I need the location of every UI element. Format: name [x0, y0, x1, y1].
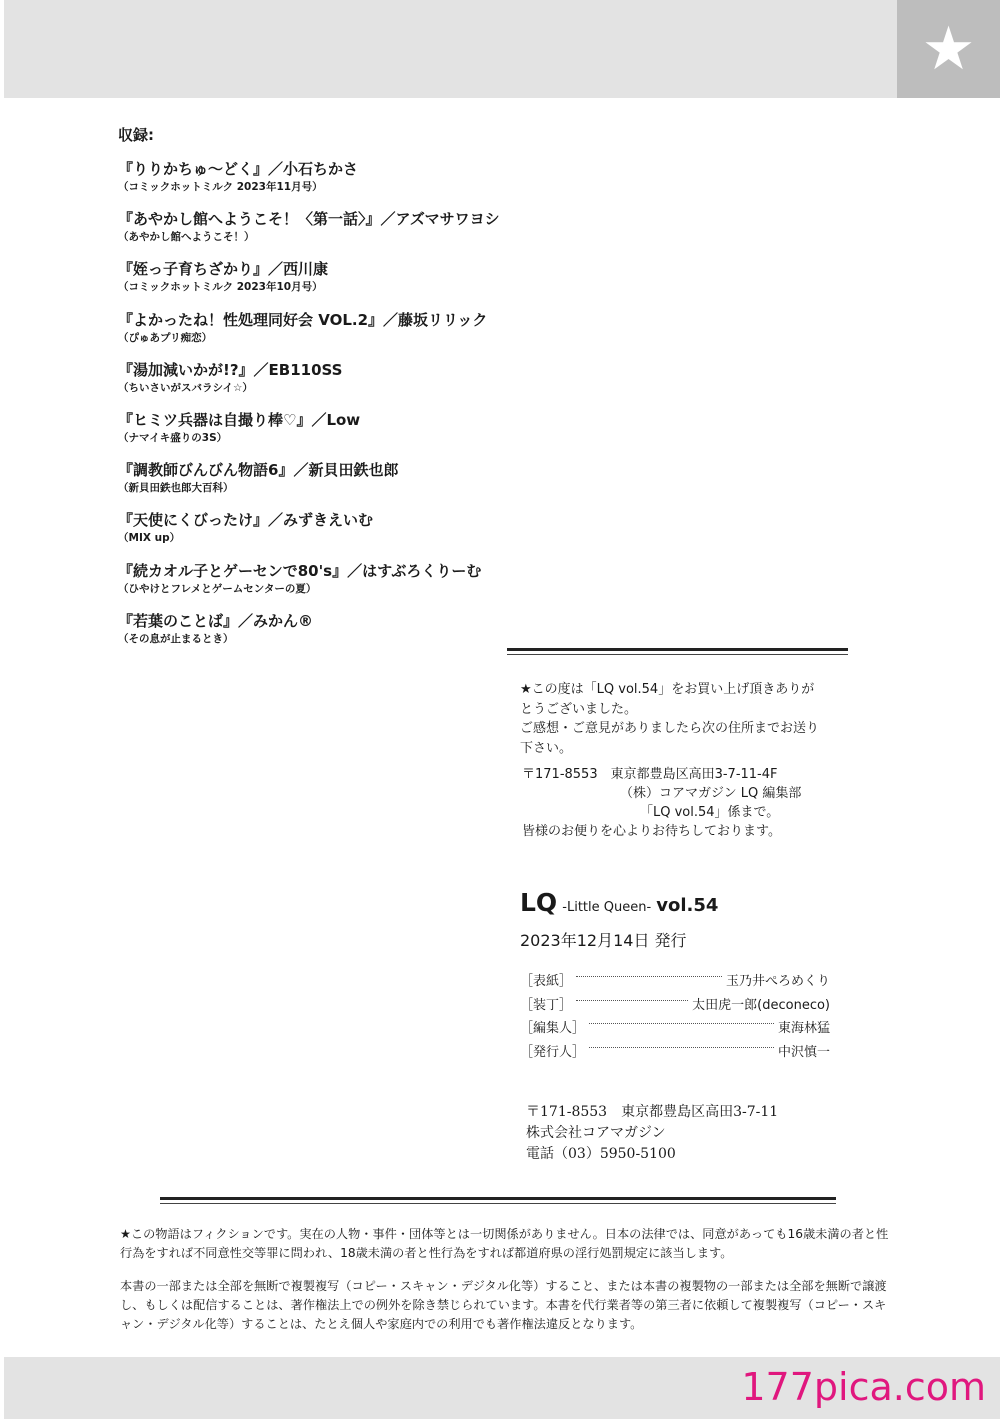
notice-line: とうございました。 [520, 701, 638, 717]
leader-dots [589, 1047, 774, 1048]
contents-list [118, 124, 538, 661]
watermark-text: 177pica.com [741, 1365, 986, 1409]
divider-thin [507, 654, 848, 655]
credit-role: ［編集人］ [520, 1021, 586, 1037]
header-bar [4, 0, 897, 98]
entry-title: 『若葉のことば』／みかん® [118, 611, 314, 630]
entry-source: （コミックホットミルク 2023年11月号） [118, 181, 323, 193]
divider-thick [507, 648, 848, 651]
entry-title: 『調教師びんびん物語6』／新貝田鉄也郎 [118, 461, 399, 480]
publisher-line: 〒171-8553 東京都豊島区高田3-7-11 [526, 1104, 779, 1120]
title-sub: -Little Queen- [562, 900, 652, 915]
contents-entry [118, 159, 538, 209]
leader-dots [576, 1000, 688, 1001]
contents-entry [118, 460, 538, 510]
credit-role: ［装丁］ [520, 997, 573, 1013]
divider-thin [160, 1203, 836, 1204]
credit-role: ［表紙］ [520, 974, 573, 990]
credit-row [520, 968, 830, 992]
publish-date: 2023年12月14日 発行 [520, 931, 687, 950]
credit-name: 玉乃井ぺろめくり [725, 974, 830, 990]
entry-source: （あやかし館へようこそ！） [118, 231, 255, 244]
legal-paragraph: 本書の一部または全部を無断で複製複写（コピー・スキャン・デジタル化等）すること、または本書の複製物の一部または全部を無断で譲渡し、もしくは配信することは、著作権法上での例外を除き禁じられています。本書を代行業者等の第三者に依頼して複製複写（コピー・スキャン・デジタル化等）することは、たとえ個人や家庭内での利用でも著作権法違反となります。 [120, 1279, 887, 1331]
publisher-line: 株式会社コアマガジン [526, 1125, 666, 1141]
credits-list [520, 968, 830, 1062]
entry-source: （ぴゅあプリ痴恋） [118, 331, 213, 344]
leader-dots [576, 976, 722, 977]
star-icon: ★ [921, 14, 976, 84]
reader-notice [520, 680, 840, 758]
entry-title: 『よかったね！性処理同好会 VOL.2』／藤坂リリック [118, 310, 488, 329]
legal-paragraph: ★この物語はフィクションです。実在の人物・事件・団体等とは一切関係がありません。日本の法律では、同意があっても16歳未満の者と性行為をすれば不同意性交等罪に問われ、18歳未満の者と性行為をすれば都道府県の淫行処罰規定に該当します。 [120, 1227, 889, 1260]
entry-source: （新貝田鉄也郎大百科） [118, 482, 234, 495]
entry-title: 『姪っ子育ちざかり』／西川康 [118, 260, 329, 279]
contents-entry [118, 209, 538, 259]
entry-title: 『湯加減いかが!?』／EB110SS [118, 360, 343, 379]
contents-entry [118, 360, 538, 410]
legal-notice [120, 1225, 890, 1348]
notice-line: ご感想・ご意見がありましたら次の住所までお送り [520, 721, 820, 736]
leader-dots [589, 1023, 774, 1024]
entry-source: （その息が止まるとき） [118, 632, 234, 645]
address-line: 「LQ vol.54」係まで。 [640, 805, 780, 820]
magazine-title [520, 888, 718, 917]
entry-title: 『あやかし館へようこそ！〈第一話〉』／アズマサワヨシ [118, 210, 500, 229]
address-line: （株）コアマガジン LQ 編集部 [620, 786, 802, 801]
contents-entry [118, 561, 538, 611]
credit-name: 太田虎一郎(deconeco) [692, 997, 830, 1013]
editorial-address [522, 765, 801, 841]
title-main: LQ [520, 888, 558, 917]
contents-entry [118, 410, 538, 460]
entry-title: 『ヒミツ兵器は自撮り棒♡』／Low [118, 410, 361, 429]
credit-row [520, 1039, 830, 1063]
credit-name: 中沢慎一 [777, 1044, 830, 1060]
credit-name: 東海林猛 [777, 1021, 830, 1037]
entry-title: 『続カオル子とゲーセンで80's』／はすぶろくりーむ [118, 561, 482, 580]
credit-row [520, 992, 830, 1016]
contents-entry [118, 310, 538, 360]
publisher-line: 電話（03）5950-5100 [526, 1146, 676, 1162]
publisher-info [526, 1102, 778, 1165]
contents-heading: 収録: [118, 126, 154, 144]
credit-row [520, 1015, 830, 1039]
title-volume: vol.54 [656, 895, 719, 916]
entry-source: （ちいさいがスバラシイ☆） [118, 381, 253, 394]
address-line: 〒171-8553 東京都豊島区高田3-7-11-4F [522, 767, 778, 782]
entry-source: （MIX up） [118, 532, 181, 545]
credit-role: ［発行人］ [520, 1044, 586, 1060]
contents-entry [118, 259, 538, 309]
closing-line: 皆様のお便りを心よりお待ちしております。 [522, 824, 781, 839]
entry-source: （ナマイキ盛りの3S） [118, 431, 228, 444]
entry-title: 『天使にくびったけ』／みずきえいむ [118, 511, 374, 530]
entry-title: 『りりかちゅ〜どく』／小石ちかさ [118, 160, 359, 178]
contents-entry [118, 611, 538, 661]
divider-thick [160, 1197, 836, 1200]
notice-line: ★この度は「LQ vol.54」をお買い上げ頂きありが [520, 682, 815, 697]
contents-entry [118, 510, 538, 560]
entry-source: （ひやけとフレメとゲームセンターの夏） [118, 582, 317, 595]
star-badge [897, 0, 1000, 98]
entry-source: （コミックホットミルク 2023年10月号） [118, 281, 323, 294]
notice-line: 下さい。 [520, 740, 573, 756]
